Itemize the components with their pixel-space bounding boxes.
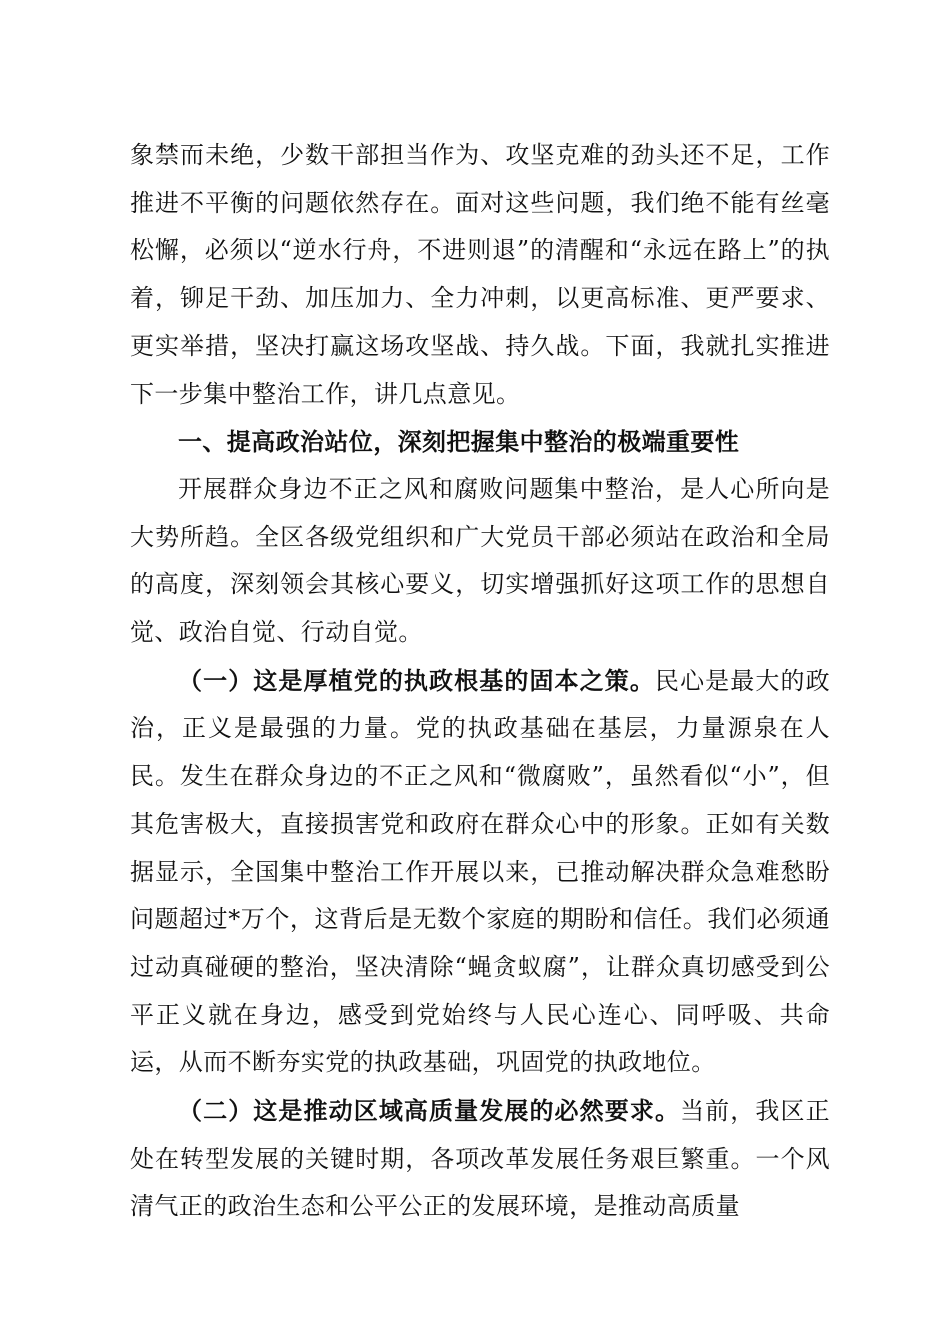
subsection-lead-2: （二）这是推动区域高质量发展的必然要求。 bbox=[178, 1096, 681, 1126]
subsection-lead-1: （一）这是厚植党的执政根基的固本之策。 bbox=[178, 665, 655, 695]
subsection-body-2: 当前，我区正处在转型发展的关键时期，各项改革发展任务艰巨繁重。一个风清气正的政治生态和公平公正的发展环境，是推动高质量 bbox=[130, 1097, 830, 1221]
paragraph-continuation: 象禁而未绝，少数干部担当作为、攻坚克难的劲头还不足，工作推进不平衡的问题依然存在。面对这些问题，我们绝不能有丝毫松懈，必须以“逆水行舟，不进则退”的清醒和“永远在路上”的执着，铆足干劲、加压加力、全力冲刺，以更高标准、更严要求、更实举措，坚决打赢这场攻坚战、持久战。下面，我就扎实推进下一步集中整治工作，讲几点意见。 bbox=[130, 141, 830, 408]
paragraph-section-1 bbox=[130, 657, 830, 1087]
subsection-body-1: 民心是最大的政治，正义是最强的力量。党的执政基础在基层，力量源泉在人民。发生在群众身边的不正之风和“微腐败”，虽然看似“小”，但其危害极大，直接损害党和政府在群众心中的形象。正如有关数据显示，全国集中整治工作开展以来，已推动解决群众急难愁盼问题超过*万个，这背后是无数个家庭的期盼和信任。我们必须通过动真碰硬的整治，坚决清除“蝇贪蚁腐”，让群众真切感受到公平正义就在身边，感受到党始终与人民心连心、同呼吸、共命运，从而不断夯实党的执政基础，巩固党的执政地位。 bbox=[130, 666, 830, 1077]
paragraph-intro: 开展群众身边不正之风和腐败问题集中整治，是人心所向是大势所趋。全区各级党组织和广大党员干部必须站在政治和全局的高度，深刻领会其核心要义，切实增强抓好这项工作的思想自觉、政治自觉、行动自觉。 bbox=[130, 474, 830, 647]
section-heading: 一、提高政治站位，深刻把握集中整治的极端重要性 bbox=[178, 427, 740, 457]
document-page bbox=[130, 132, 830, 1231]
paragraph-section-2 bbox=[130, 1087, 830, 1231]
